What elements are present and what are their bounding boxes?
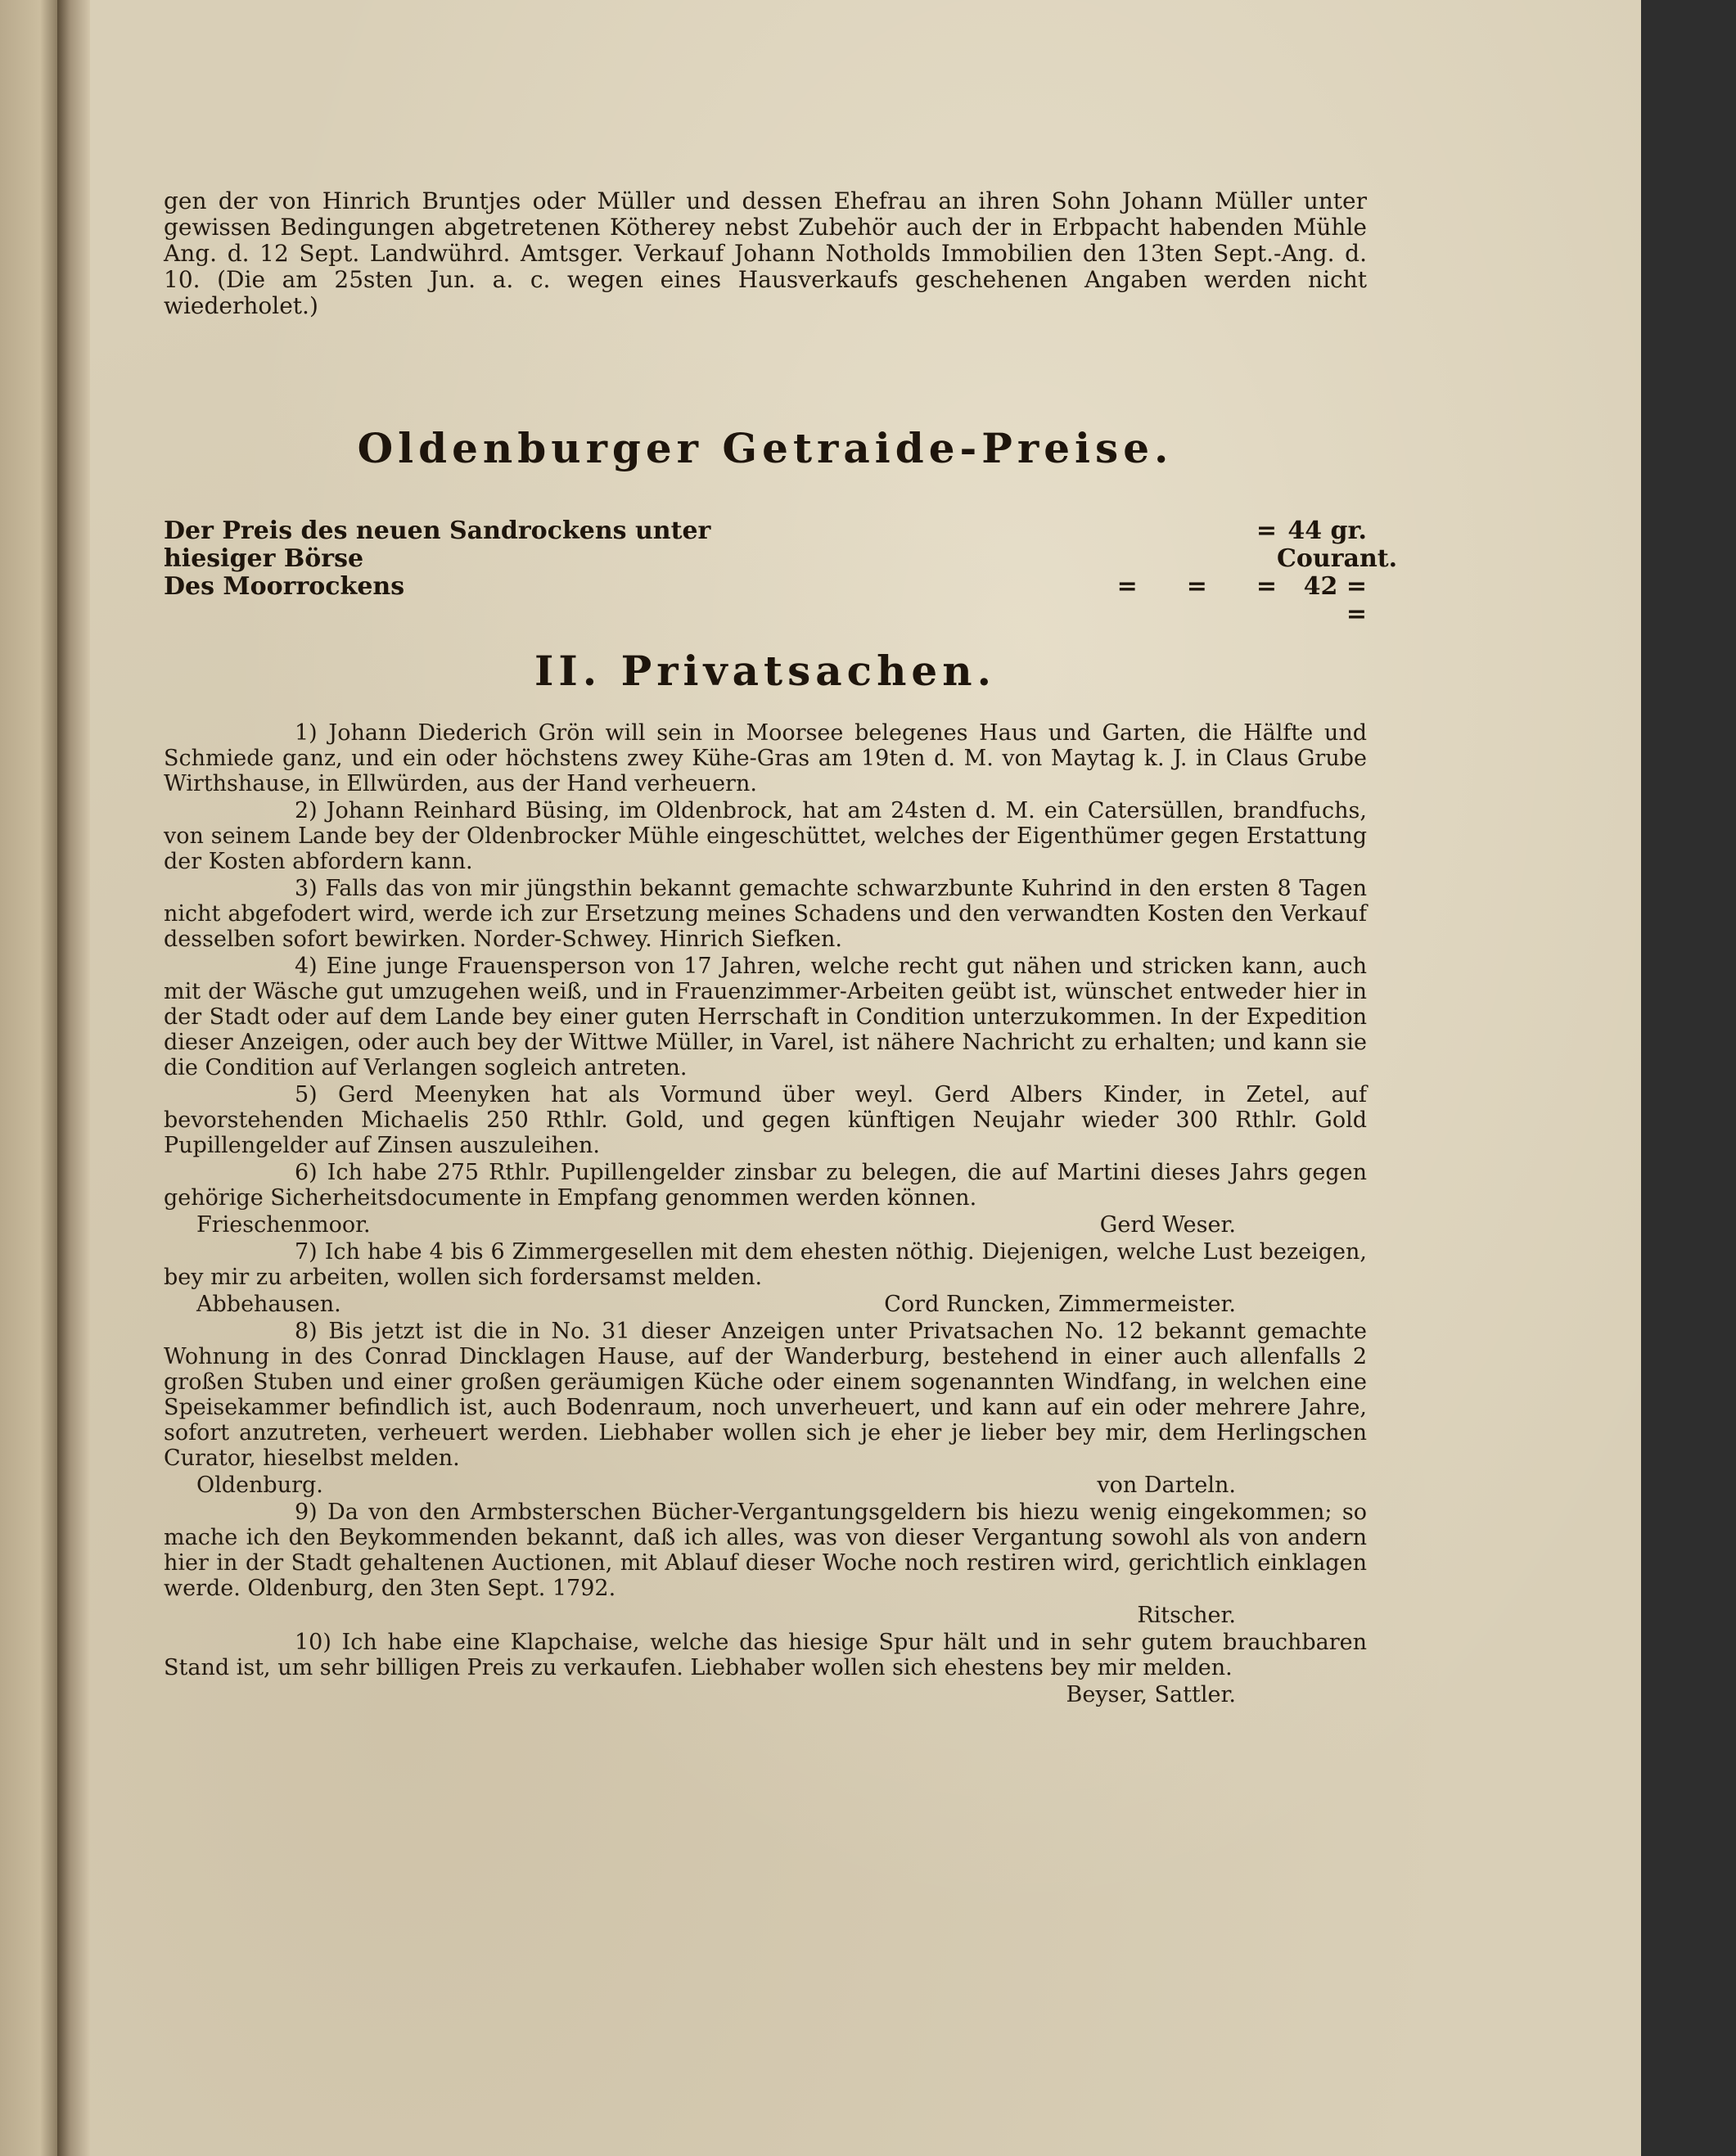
notice-item: 3) Falls das von mir jüngsthin bekannt gemachte schwarzbunte Kuhrind in den ersten 8 Tagen nicht abgefodert wird, werde ich zur Ersetzung meines Schadens und den verwandten Kosten den Verkauf desselben sofort bewirken. Norder-Schwey. Hinrich Siefken. — [164, 876, 1367, 952]
price-value: 42 = = — [1303, 572, 1367, 629]
price-label: Der Preis des neuen Sandrockens unter hiesiger Börse — [164, 516, 711, 573]
notice-item: 5) Gerd Meenyken hat als Vormund über weyl. Gerd Albers Kinder, in Zetel, auf bevorstehenden Michaelis 250 Rthlr. Gold, und gegen künftigen Neujahr wieder 300 Rthlr. Gold Pupillengelder auf Zinsen auszuleihen. — [164, 1082, 1367, 1158]
ditto-mark: = — [1186, 572, 1207, 601]
book-gutter — [57, 0, 90, 2156]
ditto-mark: = — [1256, 572, 1277, 601]
notice-item: 2) Johann Reinhard Büsing, im Oldenbrock, hat am 24sten d. M. ein Catersüllen, brandfuchs, von seinem Lande bey der Oldenbrocker Mühle eingeschüttet, welches der Eigenthümer gegen Erstattung der Kosten abfordern kann. — [164, 798, 1367, 874]
notice-item: 9) Da von den Armbsterschen Bücher-Vergantungsgeldern bis hiezu wenig eingekommen; so mache ich den Beykommenden bekannt, daß ich alles, was von dieser Vergantung sowohl als von andern hier in der Stadt gehaltenen Auctionen, mit Ablauf dieser Woche noch restiren wird, gerichtlich einklagen werde. Oldenburg, den 3ten Sept. 1792. — [164, 1500, 1367, 1601]
price-dots — [802, 573, 1277, 629]
notice-list — [164, 720, 1367, 1709]
ditto-mark: = — [1256, 516, 1277, 545]
lead-paragraph: gen der von Hinrich Bruntjes oder Müller und dessen Ehefrau an ihren Sohn Johann Müller unter gewissen Bedingungen abgetretenen Kötherey nebst Zubehör auch der in Erbpacht habenden Mühle Ang. d. 12 Sept. Landwührd. Amtsger. Verkauf Johann Notholds Immobilien den 13ten Sept.-Ang. d. 10. (Die am 25sten Jun. a. c. wegen eines Hausverkaufs geschehenen Angaben werden nicht wiederholet.) — [164, 187, 1367, 319]
signature-place: Frieschenmoor. — [196, 1212, 371, 1238]
signature-place: Oldenburg. — [196, 1473, 323, 1498]
notice-item: 4) Eine junge Frauensperson von 17 Jahren, welche recht gut nähen und stricken kann, auch mit der Wäsche gut umzugehen weiß, und in Frauenzimmer-Arbeiten geübt ist, wünschet entweder hier in der Stadt oder auf dem Lande bey einer guten Herrschaft in Condition unterzukommen. In der Expedition dieser Anzeigen, oder auch bey der Wittwe Müller, in Varel, ist nähere Nachricht zu erhalten; und kann sie die Condition auf Verlangen sogleich antreten. — [164, 954, 1367, 1080]
price-dots — [802, 517, 1277, 573]
signature-name: Ritscher. — [1137, 1603, 1236, 1628]
notice-signature — [164, 1682, 1367, 1707]
signature-name: Beyser, Sattler. — [1066, 1682, 1236, 1707]
notice-item: 8) Bis jetzt ist die in No. 31 dieser Anzeigen unter Privatsachen No. 12 bekannt gemachte Wohnung in des Conrad Dincklagen Hause, auf der Wanderburg, bestehend in einer auch allenfalls 2 großen Stuben und einer großen geräumigen Küche oder einem sogenannten Windfang, in welchen eine Speisekammer befindlich ist, auch Bodenraum, noch unverheuert, und kann auf ein oder mehrere Jahre, sofort anzutreten, verheuert werden. Liebhaber wollen sich je eher je lieber bey mir, dem Herlingschen Curator, hieselbst melden. — [164, 1319, 1367, 1471]
price-row — [164, 573, 1367, 629]
facing-page-edge — [0, 0, 57, 2156]
price-table — [164, 516, 1398, 629]
notice-item: 6) Ich habe 275 Rthlr. Pupillengelder zinsbar zu belegen, die auf Martini dieses Jahrs gegen gehörige Sicherheitsdocumente in Empfang genommen werden können. — [164, 1160, 1367, 1211]
notice-item: 1) Johann Diederich Grön will sein in Moorsee belegenes Haus und Garten, die Hälfte und Schmiede ganz, und ein oder höchstens zwey Kühe-Gras am 19ten d. M. von Maytag k. J. in Claus Grube Wirthshause, in Ellwürden, aus der Hand verheuern. — [164, 720, 1367, 796]
notice-signature — [164, 1603, 1367, 1628]
price-value: 44 gr. Courant. — [1277, 516, 1398, 573]
signature-place: Abbehausen. — [196, 1292, 341, 1317]
notice-signature — [164, 1292, 1367, 1317]
notice-item: 10) Ich habe eine Klapchaise, welche das hiesige Spur hält und in sehr gutem brauchbaren Stand ist, um sehr billigen Preis zu verkaufen. Liebhaber wollen sich ehestens bey mir melden. — [164, 1630, 1367, 1680]
signature-name: von Darteln. — [1097, 1473, 1236, 1498]
private-heading: II. Privatsachen. — [534, 647, 996, 695]
price-row — [164, 516, 1398, 573]
prices-heading: Oldenburger Getraide-Preise. — [357, 424, 1174, 472]
signature-name: Gerd Weser. — [1099, 1212, 1236, 1238]
ditto-mark: = — [1116, 572, 1138, 601]
price-label: Des Moorrockens — [164, 572, 405, 601]
scan-background — [1641, 0, 1736, 2156]
notice-item: 7) Ich habe 4 bis 6 Zimmergesellen mit dem ehesten nöthig. Diejenigen, welche Lust bezeigen, bey mir zu arbeiten, wollen sich fordersamst melden. — [164, 1239, 1367, 1290]
notice-signature — [164, 1212, 1367, 1238]
notice-signature — [164, 1473, 1367, 1498]
signature-name: Cord Runcken, Zimmermeister. — [884, 1292, 1236, 1317]
